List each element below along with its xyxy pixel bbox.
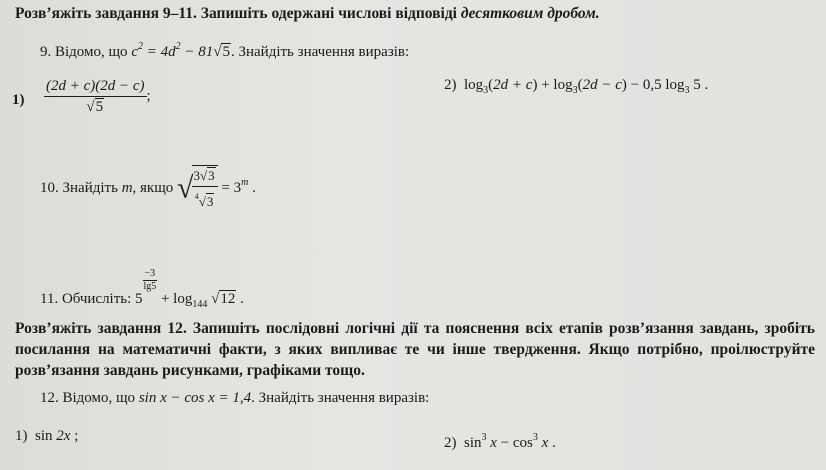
heading-bold-text: Розв’яжіть завдання 9–11. Запишіть одержані числові відповіді [15,5,461,22]
task-12-item-1-label: 1) [15,428,28,444]
task-9-item-1-expression [44,76,151,117]
task-11-statement [40,268,244,310]
task-9-item-2-label: 2) [444,77,457,93]
task-9-item-1-end: ; [146,87,151,104]
task-9-fraction [44,76,147,117]
task-9-tail: . Знайдіть значення виразів: [230,44,410,60]
task-10-text-1: Знайдіть [62,179,118,196]
task-10-statement [40,165,256,212]
task-9-number: 9. [40,44,52,60]
task-9-intro: Відомо, що [55,44,128,60]
task-9-item-1-label: 1) [12,92,25,108]
task-12-item-1 [15,428,78,445]
task-10-number: 10. [40,179,59,196]
task-12-statement [40,390,429,407]
task-9-fraction-denominator: √5 [86,99,104,115]
task-9-statement [40,41,409,61]
task-12-tail: . Знайдіть значення виразів: [251,390,430,406]
task-12-number: 12. [40,390,59,406]
task-12-intro: Відомо, що [62,390,136,406]
task-9-fraction-numerator: (2d + c)(2d − c) [44,76,147,97]
task-10-equation: √ $\frac{3√3}{^4√3}$ = $3^m$ . [177,165,256,212]
task-12-item-2-label: 2) [444,435,457,451]
heading-italic-text: десятковим дробом. [460,5,600,22]
task-11-number: 11. [40,291,59,307]
task-12-item-2 [444,432,556,452]
task-12-item-2-expression: $\sin^3 x - \cos^3 x$ . [464,432,556,451]
task-12-condition: sin x − cos x = 1,4 [138,390,252,406]
task-10-variable: m [121,179,133,196]
task-11-expression: 5 $\frac{-3}{\lg 5}$ + $\log_{144} √12$ . [135,268,244,310]
section-heading-12: Розв’яжіть завдання 12. Запишіть послідовні логічні дії та пояснення всіх етапів розв’язання завдань, зробіть посилання на математичні факти, з яких випливає те чи інше твердження. Якщо потрібно, проілюструйте розв’язання завдань рисунками, графіками тощо. [15,320,815,379]
task-9-item-2 [444,77,708,96]
task-9-item-2-expression: $\log_3(2d + c) + \log_3(2d - c) - 0,5$ $\log_3 5$ . [464,77,709,96]
task-9-condition: $c^2 = 4d^2 - 81√5$ [131,41,230,60]
task-11-text: Обчисліть: [61,291,132,307]
section-heading-9-11 [15,4,600,24]
task-12-item-1-expression: sin 2x ; [35,428,79,444]
task-10-text-2: , якщо [132,179,174,196]
